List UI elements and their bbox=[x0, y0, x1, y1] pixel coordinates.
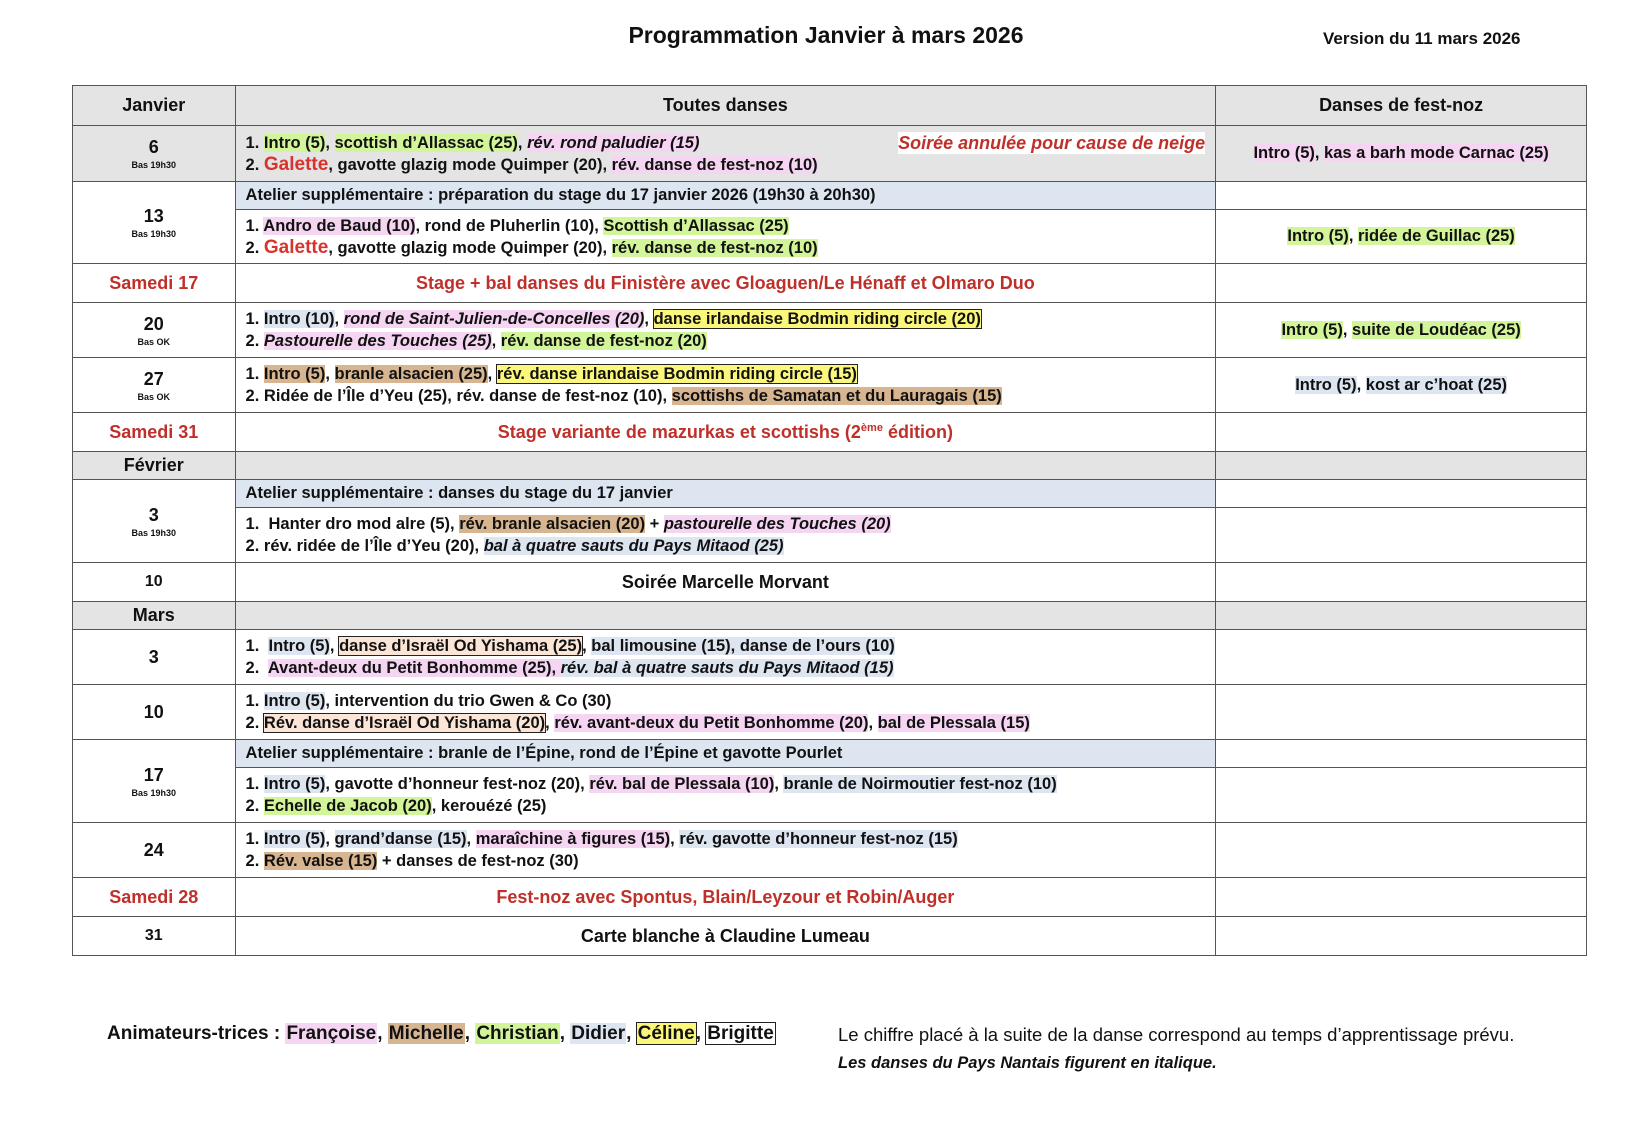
event-text-main: Stage variante de mazurkas et scottishs (2 bbox=[497, 421, 861, 442]
program-line bbox=[246, 154, 1206, 176]
dance-item: rév. gavotte d’honneur fest-noz (15) bbox=[679, 830, 958, 848]
dance-item: Intro (10) bbox=[263, 310, 335, 328]
table-row bbox=[73, 878, 1587, 917]
program-cell bbox=[235, 358, 1216, 413]
table-row bbox=[73, 126, 1587, 182]
table-row bbox=[73, 768, 1587, 823]
table-row bbox=[73, 823, 1587, 878]
cancel-notice: Soirée annulée pour cause de neige bbox=[898, 132, 1206, 153]
dance-item: , rond de Pluherlin (10), bbox=[415, 216, 604, 235]
dance-item: rév. rond paludier (15) bbox=[527, 133, 700, 152]
dance-item: , intervention du trio Gwen & Co (30) bbox=[325, 692, 612, 710]
dance-item: bal à quatre sauts du Pays Mitaod (25) bbox=[483, 537, 784, 555]
dance-item: rév. danse de fest-noz (10) bbox=[611, 155, 818, 174]
dance-item: , kerouézé (25) bbox=[431, 797, 547, 815]
festnoz-cell: Intro (5), ridée de Guillac (25) bbox=[1216, 210, 1587, 264]
event-text-end: édition) bbox=[882, 421, 953, 442]
day-number: 17 bbox=[143, 764, 164, 785]
date-cell bbox=[73, 126, 236, 182]
month-label: Février bbox=[73, 452, 236, 480]
empty-cell bbox=[1216, 602, 1587, 630]
line-number: 2. bbox=[245, 797, 260, 815]
program-line bbox=[246, 237, 1206, 259]
dance-item: kost ar c’hoat (25) bbox=[1365, 375, 1507, 394]
superscript: ème bbox=[860, 421, 883, 434]
event-date: Samedi 17 bbox=[73, 264, 236, 303]
line-number: 2. bbox=[245, 155, 260, 174]
line-number: 2. bbox=[245, 387, 260, 405]
legend-michelle: Michelle bbox=[388, 1023, 464, 1044]
festnoz-cell bbox=[1216, 413, 1587, 452]
program-line bbox=[246, 657, 1206, 679]
festnoz-cell bbox=[1216, 264, 1587, 303]
empty-cell bbox=[235, 602, 1216, 630]
day-number: 3 bbox=[73, 630, 236, 685]
dance-item: rév. bal de Plessala (10) bbox=[589, 775, 775, 793]
dance-item: Rév. danse d’Israël Od Yishama (20) bbox=[263, 714, 546, 732]
dance-item: Intro (5) bbox=[1295, 375, 1357, 394]
month-label: Mars bbox=[73, 602, 236, 630]
event-text: Soirée Marcelle Morvant bbox=[235, 563, 1216, 602]
dance-item: scottishs de Samatan et du Lauragais (15) bbox=[671, 387, 1002, 405]
day-note: Bas 19h30 bbox=[131, 160, 177, 170]
dance-item: rév. danse de fest-noz (10) bbox=[611, 238, 818, 257]
event-text: Fest-noz avec Spontus, Blain/Leyzour et Robin/Auger bbox=[235, 878, 1216, 917]
dance-item: Rév. valse (15) bbox=[263, 852, 378, 870]
table-row bbox=[73, 740, 1587, 768]
dance-item: bal de Plessala (15) bbox=[877, 714, 1030, 732]
table-row bbox=[73, 210, 1587, 264]
dance-item: Intro (5) bbox=[263, 133, 326, 152]
table-row bbox=[73, 508, 1587, 563]
dance-item: danse irlandaise Bodmin riding circle (20) bbox=[653, 310, 981, 328]
dance-item: rév. danse irlandaise Bodmin riding circle (15) bbox=[496, 365, 857, 383]
dance-item: Intro (5) bbox=[268, 637, 330, 655]
table-row bbox=[73, 264, 1587, 303]
dance-item: kas a barh mode Carnac (25) bbox=[1324, 144, 1549, 162]
line-number: 1. bbox=[245, 310, 260, 328]
version-label: Version du 11 mars 2026 bbox=[1323, 29, 1521, 48]
dance-item: branle alsacien (25) bbox=[334, 365, 488, 383]
day-number: 20 bbox=[143, 313, 164, 334]
festnoz-cell bbox=[1216, 768, 1587, 823]
program-line: 1. Intro (5), gavotte d’honneur fest-noz (20), rév. bal de Plessala (10), branle de Noirmoutier fest-noz (10) bbox=[245, 775, 1057, 793]
festnoz-cell bbox=[1216, 508, 1587, 563]
program-line bbox=[246, 535, 1206, 557]
program-line bbox=[246, 850, 1206, 872]
dance-item: , gavotte glazig mode Quimper (20), bbox=[328, 238, 612, 257]
dance-item: gavotte d’honneur fest-noz (20), bbox=[334, 775, 590, 793]
dance-item: Intro (5) bbox=[263, 830, 326, 848]
dance-item: grand’danse (15) bbox=[334, 830, 467, 848]
festnoz-cell: Intro (5), kost ar c’hoat (25) bbox=[1216, 358, 1587, 413]
program-line: 1. Intro (5), branle alsacien (25), rév. danse irlandaise Bodmin riding circle (15) bbox=[245, 365, 857, 383]
day-number: 10 bbox=[73, 685, 236, 740]
event-text: Carte blanche à Claudine Lumeau bbox=[235, 917, 1216, 956]
legend-brigitte: Brigitte bbox=[707, 1023, 774, 1044]
header-row bbox=[73, 86, 1587, 126]
festnoz-cell bbox=[1216, 917, 1587, 956]
date-cell bbox=[73, 480, 236, 563]
legend-label: Animateurs-trices : bbox=[107, 1023, 286, 1044]
legend-note: Le chiffre placé à la suite de la danse correspond au temps d’apprentissage prévu. bbox=[838, 1024, 1515, 1045]
day-note: Bas OK bbox=[137, 391, 171, 402]
day-number: 13 bbox=[143, 206, 164, 226]
line-number: 1. bbox=[245, 515, 260, 533]
program-cell bbox=[235, 823, 1216, 878]
line-number: 2. bbox=[245, 238, 260, 257]
legend-didier: Didier bbox=[571, 1023, 626, 1044]
day-number: 6 bbox=[148, 137, 159, 157]
date-cell bbox=[73, 740, 236, 823]
festnoz-cell bbox=[1216, 823, 1587, 878]
dance-item: Intro (5) bbox=[263, 365, 326, 383]
program-cell bbox=[235, 630, 1216, 685]
program-line bbox=[246, 795, 1206, 817]
program-line: 2. Rév. danse d’Israël Od Yishama (20), rév. avant-deux du Petit Bonhomme (20), bal de Plessala (15) bbox=[245, 714, 1030, 732]
table-row bbox=[73, 563, 1587, 602]
dance-item: Intro (5) bbox=[263, 775, 326, 793]
page-title: Programmation Janvier à mars 2026 bbox=[628, 22, 1024, 48]
line-number: 2. bbox=[245, 714, 260, 732]
program-cell bbox=[235, 685, 1216, 740]
month-row bbox=[73, 602, 1587, 630]
day-number: 27 bbox=[143, 368, 164, 389]
dance-item: rév. branle alsacien (20) bbox=[459, 515, 646, 533]
line-number: 2. bbox=[245, 659, 260, 677]
line-number: 1. bbox=[245, 216, 260, 235]
festnoz-cell bbox=[1216, 685, 1587, 740]
atelier-cell: Atelier supplémentaire : préparation du stage du 17 janvier 2026 (19h30 à 20h30) bbox=[235, 182, 1216, 210]
line-number: 2. bbox=[245, 852, 260, 870]
festnoz-cell bbox=[1216, 878, 1587, 917]
date-cell bbox=[73, 303, 236, 358]
day-note: Bas OK bbox=[137, 336, 171, 347]
dance-item: bal limousine (15), danse de l’ours (10) bbox=[591, 637, 895, 655]
table-row bbox=[73, 358, 1587, 413]
day-note: Bas 19h30 bbox=[131, 787, 177, 798]
day-number: 10 bbox=[73, 563, 236, 602]
galette-label: Galette bbox=[263, 236, 329, 258]
festnoz-cell bbox=[1216, 630, 1587, 685]
line-number: 2. bbox=[245, 537, 260, 555]
dance-item: scottish d’Allassac (25) bbox=[334, 133, 518, 152]
dance-item: Avant-deux du Petit Bonhomme (25), bbox=[267, 659, 561, 677]
festnoz-cell: Intro (5), kas a barh mode Carnac (25) bbox=[1216, 126, 1587, 182]
program-line: Soirée annulée pour cause de neige 1. Intro (5), scottish d’Allassac (25), rév. rond paludier (15) bbox=[245, 132, 1206, 153]
line-number: 2. bbox=[245, 332, 260, 350]
dance-item: maraîchine à figures (15) bbox=[475, 830, 671, 848]
table-row bbox=[73, 630, 1587, 685]
day-number: 24 bbox=[73, 823, 236, 878]
line-number: 1. bbox=[245, 133, 260, 152]
dance-item: ridée de Guillac (25) bbox=[1357, 227, 1515, 245]
legend-celine: Céline bbox=[637, 1023, 695, 1044]
dance-item: Pastourelle des Touches (25) bbox=[263, 332, 492, 350]
header-toutes-danses: Toutes danses bbox=[235, 86, 1216, 126]
program-cell bbox=[235, 126, 1216, 182]
event-text: Stage + bal danses du Finistère avec Gloaguen/Le Hénaff et Olmaro Duo bbox=[235, 264, 1216, 303]
program-line bbox=[246, 513, 1206, 535]
table-row bbox=[73, 303, 1587, 358]
schedule-table bbox=[72, 85, 1587, 956]
line-number: 1. bbox=[245, 775, 260, 793]
day-number: 3 bbox=[148, 504, 159, 525]
festnoz-cell bbox=[1216, 182, 1587, 210]
table-row bbox=[73, 917, 1587, 956]
festnoz-cell: Intro (5), suite de Loudéac (25) bbox=[1216, 303, 1587, 358]
table-row bbox=[73, 182, 1587, 210]
dance-item: , gavotte glazig mode Quimper (20), bbox=[328, 155, 612, 174]
dance-item: Scottish d’Allassac (25) bbox=[603, 216, 789, 235]
day-note: Bas 19h30 bbox=[131, 527, 177, 538]
line-number: 1. bbox=[245, 637, 260, 655]
dance-item: Hanter dro mod alre (5), bbox=[268, 515, 460, 533]
day-number: 31 bbox=[73, 917, 236, 956]
dance-item: Intro (5) bbox=[263, 692, 326, 710]
legend-italic-note: Les danses du Pays Nantais figurent en italique. bbox=[838, 1054, 1217, 1072]
line-number: 1. bbox=[245, 830, 260, 848]
dance-item: rév. danse de fest-noz (20) bbox=[500, 332, 707, 350]
atelier-cell: Atelier supplémentaire : branle de l’Épine, rond de l’Épine et gavotte Pourlet bbox=[235, 740, 1216, 768]
table-row bbox=[73, 685, 1587, 740]
dance-item: pastourelle des Touches (20) bbox=[663, 515, 891, 533]
festnoz-cell bbox=[1216, 480, 1587, 508]
event-date: Samedi 31 bbox=[73, 413, 236, 452]
legend: Animateurs-trices : Françoise, Michelle, Christian, Didier, Céline, Brigitte bbox=[107, 1023, 774, 1044]
line-number: 1. bbox=[245, 365, 260, 383]
dance-item: Echelle de Jacob (20) bbox=[263, 797, 432, 815]
date-cell bbox=[73, 182, 236, 264]
dance-item: + danses de fest-noz (30) bbox=[377, 852, 579, 870]
dance-item: Andro de Baud (10) bbox=[263, 216, 416, 235]
program-cell bbox=[235, 210, 1216, 264]
program-cell bbox=[235, 303, 1216, 358]
day-note: Bas 19h30 bbox=[131, 229, 177, 239]
program-cell bbox=[235, 508, 1216, 563]
table-row bbox=[73, 480, 1587, 508]
month-row bbox=[73, 452, 1587, 480]
program-line: 1. Intro (5), danse d’Israël Od Yishama (25), bal limousine (15), danse de l’ours (10) bbox=[245, 637, 895, 655]
dance-item: rév. avant-deux du Petit Bonhomme (20) bbox=[554, 714, 869, 732]
dance-item: Intro (5) bbox=[1287, 227, 1349, 245]
dance-item: + bbox=[645, 515, 664, 533]
program-cell bbox=[235, 768, 1216, 823]
dance-item: danse d’Israël Od Yishama (25) bbox=[339, 637, 583, 655]
festnoz-cell bbox=[1216, 563, 1587, 602]
header-janvier: Janvier bbox=[73, 86, 236, 126]
program-line: 1. Intro (5), grand’danse (15), maraîchine à figures (15), rév. gavotte d’honneur fest-noz (15) bbox=[245, 830, 958, 848]
line-number: 1. bbox=[245, 692, 260, 710]
table-row bbox=[73, 413, 1587, 452]
legend-christian: Christian bbox=[476, 1023, 559, 1044]
dance-item: Ridée de l’Île d’Yeu (25), rév. danse de fest-noz (10), bbox=[263, 387, 672, 405]
program-line: 2. Pastourelle des Touches (25), rév. danse de fest-noz (20) bbox=[245, 332, 707, 350]
dance-item: rond de Saint-Julien-de-Concelles (20) bbox=[343, 310, 645, 328]
dance-item: rév. ridée de l’Île d’Yeu (20), bbox=[263, 537, 484, 555]
dance-item: suite de Loudéac (25) bbox=[1352, 320, 1521, 339]
dance-item: Intro (5) bbox=[1281, 320, 1343, 339]
program-line bbox=[246, 690, 1206, 712]
event-text bbox=[235, 413, 1216, 452]
dance-item: branle de Noirmoutier fest-noz (10) bbox=[783, 775, 1057, 793]
empty-cell bbox=[1216, 452, 1587, 480]
dance-item: rév. bal à quatre sauts du Pays Mitaod (15) bbox=[560, 659, 894, 677]
program-line bbox=[246, 385, 1206, 407]
header-fest-noz: Danses de fest-noz bbox=[1216, 86, 1587, 126]
festnoz-cell bbox=[1216, 740, 1587, 768]
program-line bbox=[246, 215, 1206, 237]
program-line: 1. Intro (10), rond de Saint-Julien-de-Concelles (20), danse irlandaise Bodmin riding circle (20) bbox=[245, 310, 981, 328]
legend-francoise: Françoise bbox=[286, 1023, 377, 1044]
date-cell bbox=[73, 358, 236, 413]
atelier-cell: Atelier supplémentaire : danses du stage du 17 janvier bbox=[235, 480, 1216, 508]
event-date: Samedi 28 bbox=[73, 878, 236, 917]
galette-label: Galette bbox=[263, 153, 329, 175]
dance-item: Intro (5) bbox=[1253, 144, 1315, 162]
empty-cell bbox=[235, 452, 1216, 480]
